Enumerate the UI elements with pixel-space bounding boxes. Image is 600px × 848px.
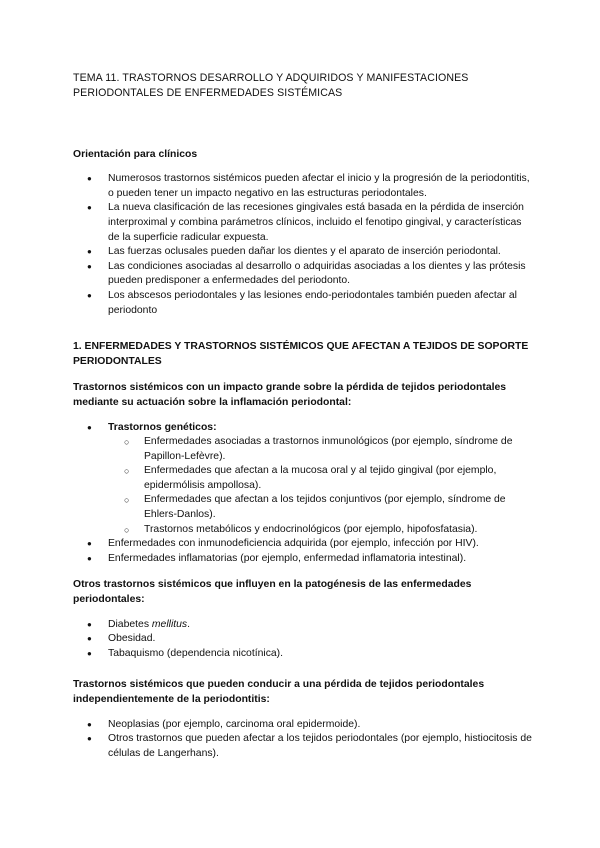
list-item [73, 421, 533, 538]
group1-list [73, 421, 533, 567]
italic-term: mellitus [151, 618, 188, 630]
list-item: ● Diabetes mellitus. [73, 618, 533, 633]
sublist-item: ○ Trastornos metabólicos y endocrinológicos (por ejemplo, hipofosfatasia). [73, 523, 533, 538]
list-item: ● Tabaquismo (dependencia nicotínica). [73, 647, 533, 662]
list-item: ● Enfermedades con inmunodeficiencia adquirida (por ejemplo, infección por HIV). [73, 537, 533, 552]
group1-heading: Trastornos sistémicos con un impacto grande sobre la pérdida de tejidos periodontales mediante su actuación sobre la inflamación periodontal: [73, 382, 507, 408]
list-item: ● Neoplasias (por ejemplo, carcinoma oral epidermoide). [73, 718, 533, 733]
sublist-item: ○ Enfermedades que afectan a la mucosa oral y al tejido gingival (por ejemplo, epidermólisis ampollosa). [73, 464, 533, 493]
sublist-item: ○ Enfermedades que afectan a los tejidos conjuntivos (por ejemplo, síndrome de Ehlers-Danlos). [73, 493, 533, 522]
list-item: ● Los abscesos periodontales y las lesiones endo-periodontales también pueden afectar al periodonto [73, 289, 533, 318]
list-item: ● Otros trastornos que pueden afectar a los tejidos periodontales (por ejemplo, histiocitosis de células de Langerhans). [73, 732, 533, 761]
orientation-heading: Orientación para clínicos [73, 148, 198, 160]
group3-list [73, 718, 533, 762]
genetic-sublist [108, 435, 533, 537]
document-title: TEMA 11. TRASTORNOS DESARROLLO Y ADQUIRIDOS Y MANIFESTACIONES PERIODONTALES DE ENFERMEDADES SISTÉMICAS [73, 72, 469, 99]
list-item: ● Las fuerzas oclusales pueden dañar los dientes y el aparato de inserción periodontal. [73, 245, 533, 260]
group2-heading: Otros trastornos sistémicos que influyen en la patogénesis de las enfermedades periodontales: [73, 579, 472, 606]
orientation-list [73, 172, 533, 318]
list-item: ● Numerosos trastornos sistémicos pueden afectar el inicio y la progresión de la periodontitis, o pueden tener un impacto negativo en las estructuras periodontales. [73, 172, 533, 201]
list-item: ● La nueva clasificación de las recesiones gingivales está basada en la pérdida de inserción interproximal y combina parámetros clínicos, incluido el fenotipo gingival, y características de la superficie radicular expuesta. [73, 201, 533, 245]
section1-heading: 1. ENFERMEDADES Y TRASTORNOS SISTÉMICOS QUE AFECTAN A TEJIDOS DE SOPORTE PERIODONTALES [73, 341, 529, 367]
list-item: ● Enfermedades inflamatorias (por ejemplo, enfermedad inflamatoria intestinal). [73, 552, 533, 567]
group2-list [73, 618, 533, 662]
document-body [73, 71, 533, 761]
genetic-label: Trastornos genéticos: [108, 421, 217, 433]
list-item: ● Obesidad. [73, 632, 533, 647]
list-item: ● Las condiciones asociadas al desarrollo o adquiridas asociadas a los dientes y las prótesis pueden predisponer a enfermedades del periodonto. [73, 260, 533, 289]
sublist-item: ○ Enfermedades asociadas a trastornos inmunológicos (por ejemplo, síndrome de Papillon-Lefèvre). [73, 435, 533, 464]
group3-heading: Trastornos sistémicos que pueden conducir a una pérdida de tejidos periodontales independientemente de la periodontitis: [73, 679, 485, 705]
